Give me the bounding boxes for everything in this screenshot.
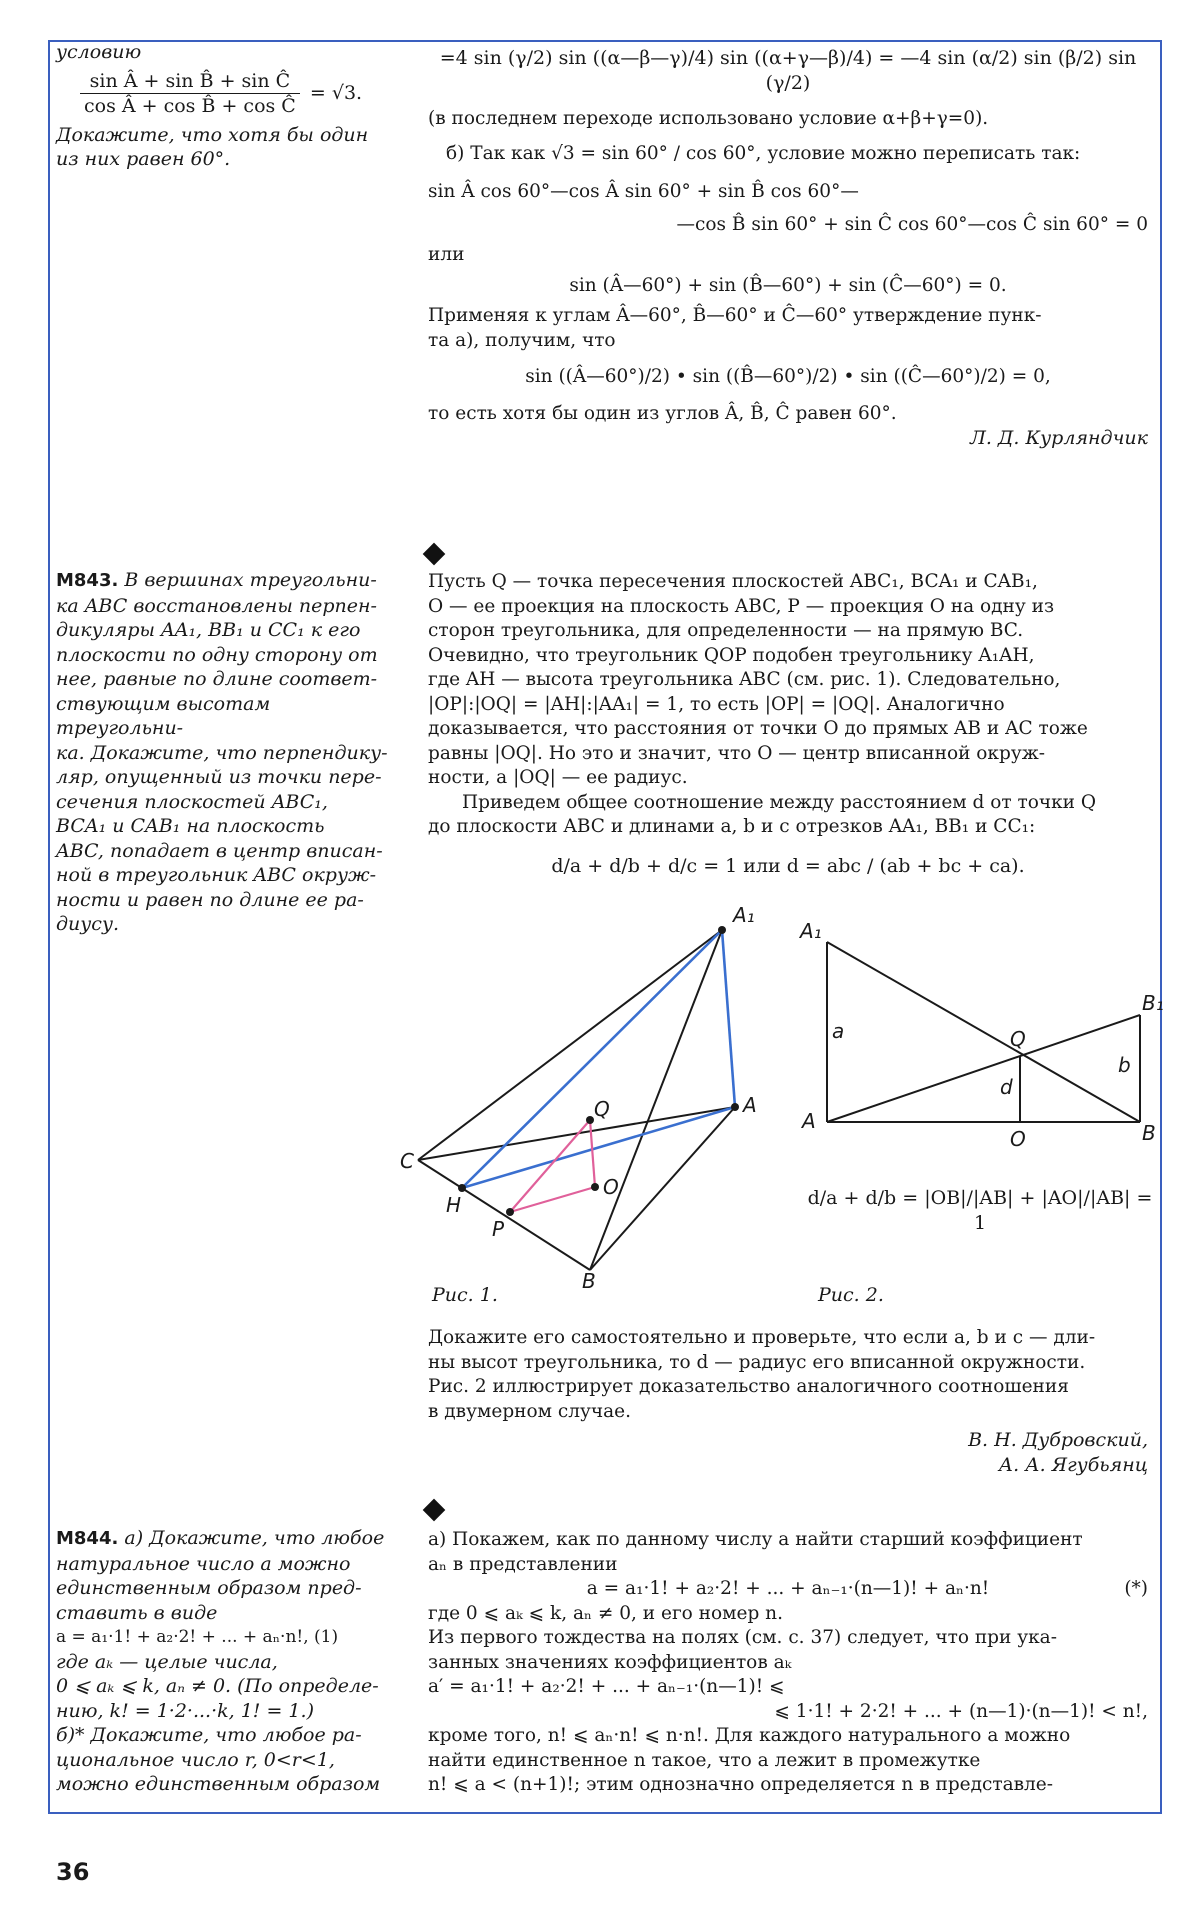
label-a: A (802, 1109, 816, 1133)
page-number: 36 (56, 1858, 90, 1886)
edge-c-a (418, 1107, 735, 1160)
solution-line: занных значениях коэффициентов aₖ (428, 1651, 792, 1673)
problem-line: ка. Докажите, что перпендику- (56, 741, 388, 764)
solution-line: Приведем общее соотношение между расстоянием d от точки Q (462, 791, 1097, 813)
label-q: Q (1010, 1027, 1026, 1051)
solution-line: Докажите его самостоятельно и проверьте, что если a, b и c — дли- (428, 1327, 1096, 1348)
solution-line: то есть хотя бы один из углов Â, B̂, Ĉ равен 60°. (428, 402, 897, 424)
author: В. Н. Дубровский, (968, 1429, 1148, 1451)
solution-line: или (428, 244, 465, 265)
solution-line: кроме того, n! ⩽ aₙ·n! ⩽ n·n!. Для каждого натурального a можно (428, 1725, 1071, 1746)
m843-solution (428, 570, 1148, 878)
point-h (458, 1184, 466, 1192)
solution-line: в двумерном случае. (428, 1400, 631, 1422)
solution-line: до плоскости ABC и длинами a, b и c отрезков AA₁, BB₁ и CC₁: (428, 816, 1036, 837)
point-p (506, 1208, 514, 1216)
solution-line: (в последнем переходе использовано условие α+β+γ=0). (428, 108, 989, 129)
solution-line: равны |OQ|. Но это и значит, что O — центр вписанной окруж- (428, 742, 1045, 764)
problem-line: дикуляры AA₁, BB₁ и CC₁ к его (56, 619, 361, 641)
solution-formula-row (428, 1577, 1148, 1602)
label-b: B (582, 1269, 596, 1293)
problem-line: В вершинах треугольни- (124, 569, 377, 591)
solution-line: aₙ в представлении (428, 1553, 618, 1575)
segment-qp (510, 1120, 590, 1212)
figure-1-caption: Рис. 1. (432, 1284, 498, 1306)
problem-formula: a = a₁·1! + a₂·2! + ... + aₙ·n!, (1) (56, 1627, 339, 1647)
problem-line: ставить в виде (56, 1601, 218, 1624)
label-side-d: d (1000, 1075, 1013, 1099)
figure-2-caption: Рис. 2. (818, 1284, 884, 1306)
solution-line: a′ = a₁·1! + a₂·2! + ... + aₙ₋₁·(n—1)! ⩽ (428, 1676, 785, 1697)
label-b1: B₁ (1142, 991, 1164, 1015)
solution-line: та а), получим, что (428, 329, 616, 351)
solution-formula: d/a + d/b + d/c = 1 или d = abc / (ab + bc + ca). (551, 854, 1025, 877)
label-a1: A₁ (733, 903, 755, 927)
formula-numerator: sin Â + sin B̂ + sin Ĉ (80, 69, 300, 95)
solution-formula: sin ((Â—60°)/2) • sin ((B̂—60°)/2) • sin ((Ĉ—60°)/2) = 0, (525, 366, 1051, 387)
formula-tag: (*) (1124, 1578, 1148, 1599)
label-o: O (603, 1175, 619, 1199)
label-q: Q (594, 1097, 610, 1121)
solution-line: Пусть Q — точка пересечения плоскостей ABC₁, BCA₁ и CAB₁, (428, 571, 1038, 592)
solution-line: ны высот треугольника, то d — радиус его вписанной окружности. (428, 1351, 1086, 1373)
problem-line: ка ABC восстановлены перпен- (56, 594, 377, 617)
label-p: P (492, 1217, 505, 1241)
problem-line: б)* Докажите, что любое ра- (56, 1724, 362, 1746)
solution-line: Очевидно, что треугольник QOP подобен треугольнику A₁AH, (428, 644, 1035, 666)
m843-problem (56, 568, 400, 937)
author: А. А. Ягубьянц (998, 1453, 1148, 1476)
problem-line: BCA₁ и CAB₁ на плоскость (56, 815, 325, 837)
solution-line: —cos B̂ sin 60° + sin Ĉ cos 60°—cos Ĉ sin 60° = 0 (676, 213, 1148, 235)
solution-line: где 0 ⩽ aₖ ⩽ k, aₙ ≠ 0, и его номер n. (428, 1602, 783, 1624)
problem-line: натуральное число a можно (56, 1552, 351, 1575)
problem-line: условию (56, 41, 142, 63)
problem-line: из них равен 60°. (56, 148, 231, 170)
point-a1 (718, 926, 726, 934)
solution-line: где AH — высота треугольника ABC (см. рис. 1). Следовательно, (428, 669, 1061, 690)
solution-line: б) Так как √3 = sin 60° / cos 60°, условие можно переписать так: (446, 142, 1081, 164)
point-a (731, 1103, 739, 1111)
formula-rhs: = √3. (309, 81, 363, 104)
problem-line: нию, k! = 1·2·...·k, 1! = 1.) (56, 1699, 314, 1722)
solution-line: сторон треугольника, для определенности — на прямую BC. (428, 620, 1024, 641)
problem-line: нее, равные по длине соответ- (56, 668, 378, 690)
solution-line: Из первого тождества на полях (см. с. 37) следует, что при ука- (428, 1627, 1057, 1648)
problem-line: циональное число r, 0<r<1, (56, 1748, 335, 1771)
point-o (591, 1183, 599, 1191)
solution-line: sin Â cos 60°—cos Â sin 60° + sin B̂ cos 60°— (428, 181, 859, 202)
label-a: A (743, 1093, 757, 1117)
m843-after (428, 1326, 1148, 1477)
label-o: O (1010, 1127, 1026, 1151)
top-right-solution (428, 46, 1148, 451)
figure-2-formula: d/a + d/b = |OB|/|AB| + |AO|/|AB| = 1 (807, 1187, 1153, 1234)
solution-line: Рис. 2 иллюстрирует доказательство аналогичного соотношения (428, 1376, 1069, 1397)
m844-problem (56, 1526, 400, 1797)
solution-line: sin (Â—60°) + sin (B̂—60°) + sin (Ĉ—60°) = 0. (569, 274, 1007, 296)
problem-line: ной в треугольник ABC окруж- (56, 864, 376, 886)
problem-line: где aₖ — целые числа, (56, 1650, 278, 1673)
solution-line: n! ⩽ a < (n+1)!; этим однозначно определяется n в представле- (428, 1774, 1054, 1795)
label-side-b: b (1118, 1053, 1131, 1077)
problem-label: М844. (56, 1528, 119, 1549)
solution-line: ⩽ 1·1! + 2·2! + ... + (n—1)·(n—1)! < n!, (774, 1700, 1148, 1722)
problem-line: Докажите, что хотя бы один (56, 123, 369, 146)
point-q (586, 1116, 594, 1124)
problem-line: единственным образом пред- (56, 1577, 362, 1599)
figure-2 (800, 918, 1164, 1158)
segment-po (510, 1187, 595, 1212)
label-b: B (1142, 1121, 1156, 1145)
solution-line: найти единственное n такое, что a лежит в промежутке (428, 1749, 981, 1771)
label-h: H (446, 1193, 462, 1217)
solution-line: |OP|:|OQ| = |AH|:|AA₁| = 1, то есть |OP| = |OQ|. Аналогично (428, 693, 1005, 715)
m844-solution (428, 1528, 1148, 1798)
problem-line: диусу. (56, 913, 120, 935)
problem-line: 0 ⩽ aₖ ⩽ k, aₙ ≠ 0. (По определе- (56, 1675, 379, 1697)
solution-line: Применяя к углам Â—60°, B̂—60° и Ĉ—60° утверждение пунк- (428, 305, 1042, 326)
problem-line: а) Докажите, что любое (124, 1527, 385, 1549)
problem-line: ABC, попадает в центр вписан- (56, 839, 383, 862)
label-side-a: a (832, 1019, 845, 1043)
figure-1 (400, 890, 760, 1300)
line-aa1 (722, 930, 735, 1107)
solution-formula: a = a₁·1! + a₂·2! + ... + aₙ₋₁·(n—1)! + aₙ·n! (586, 1578, 990, 1599)
label-a1: A₁ (800, 919, 822, 943)
problem-line: ности и равен по длине ее ра- (56, 888, 364, 911)
problem-line: ствующим высотам треугольни- (56, 692, 271, 739)
solution-line: O — ее проекция на плоскость ABC, P — проекция O на одну из (428, 595, 1055, 617)
top-left-problem (56, 40, 396, 172)
problem-line: ляр, опущенный из точки пере- (56, 766, 382, 788)
problem-formula (56, 69, 396, 119)
formula-denominator: cos Â + cos B̂ + cos Ĉ (84, 95, 296, 117)
label-c: C (400, 1149, 414, 1173)
problem-line: плоскости по одну сторону от (56, 643, 378, 666)
problem-label: М843. (56, 570, 119, 591)
author: Л. Д. Курляндчик (970, 427, 1148, 449)
problem-line: можно единственным образом (56, 1773, 381, 1795)
solution-formula: =4 sin (γ/2) sin ((α—β—γ)/4) sin ((α+γ—β)/4) = —4 sin (α/2) sin (β/2) sin (γ/2) (439, 47, 1137, 94)
problem-line: сечения плоскостей ABC₁, (56, 790, 328, 813)
solution-line: доказывается, что расстояния от точки O до прямых AB и AC тоже (428, 718, 1088, 739)
solution-line: а) Покажем, как по данному числу a найти старший коэффициент (428, 1529, 1083, 1550)
solution-line: ности, а |OQ| — ее радиус. (428, 767, 688, 788)
